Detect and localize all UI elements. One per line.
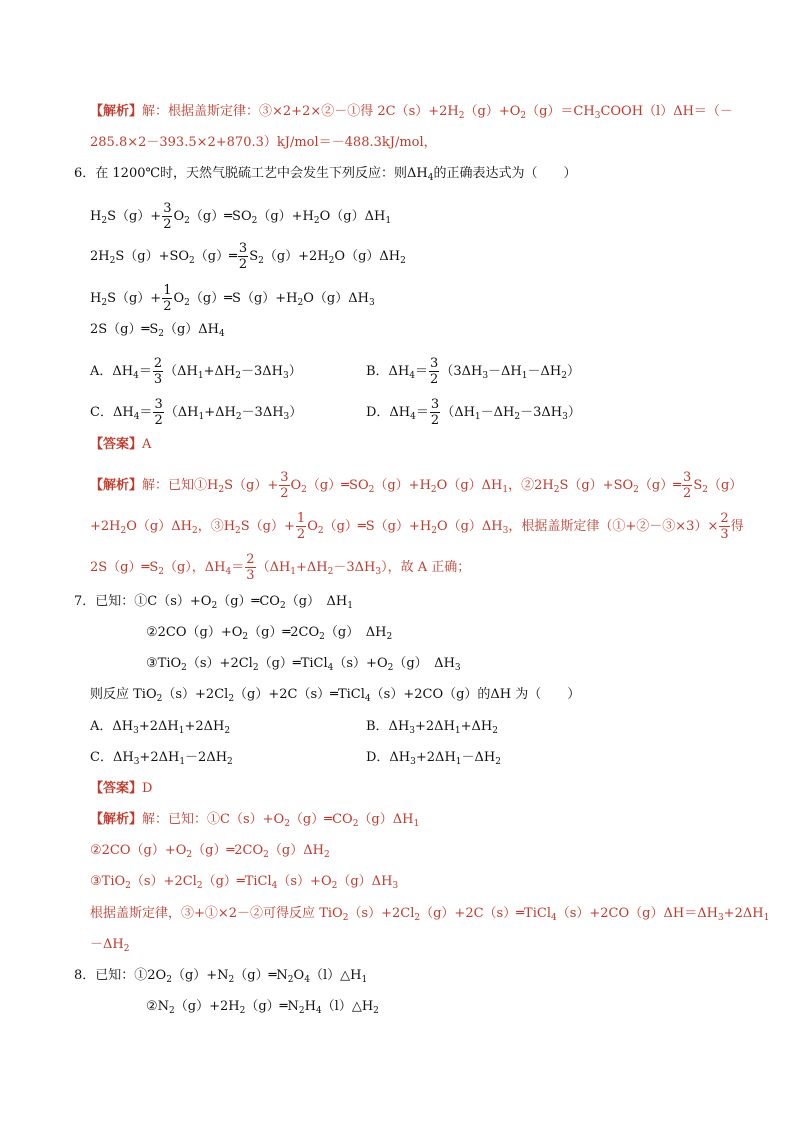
q7-analysis-line3: $③TiO_2(s)+2Cl_2(g)═TiCl_4(s)+O_2(g)\Delta H_3$ (90, 874, 399, 891)
fraction: $\frac{1}{2}$ (163, 283, 172, 314)
q6-analysis-line3: $2S(g)═S_2(g)$，$\Delta H_4=$ $\frac{2}{3}$ $(\Delta H_1+\Delta H_2-3\Delta H_3)$，故 A 正确； (90, 552, 471, 583)
q8-reaction-2: $②N_2(g)+2H_2(g)═N_2H_4(l)\triangle H_2$ (146, 999, 379, 1016)
q7-stem: 7．已知：$①C(s)+O_2(g)═CO_2(g)$ $\Delta H_1$ (74, 594, 353, 611)
q7-answer: 【答案】D (90, 781, 153, 796)
q7-reaction-2: $②2CO(g)+O_2(g)═2CO_2(g)$ $\Delta H_2$ (146, 625, 393, 642)
q7-option-d[interactable]: D．$\Delta H_3+2\Delta H_1-\Delta H_2$ (366, 750, 501, 767)
q6-reaction-4: $2S(g)═S_2(g)\Delta H_4$ (90, 322, 225, 339)
q6-analysis-line2: $+2H_2O(g)\Delta H_2$，$③H_2S(g)+$ $\frac{1}{2}$ $O_2(g)═S(g)+H_2O(g)\Delta H_3$，根据盖斯定律（①+②－③×3）× $\frac{2}{3}$ 得 (90, 511, 744, 542)
q6-option-d[interactable]: D．$\Delta H_4=$ $\frac{3}{2}$ $(\Delta H_1-\Delta H_2-3\Delta H_3)$ (366, 397, 581, 428)
q7-analysis-line2: $②2CO(g)+O_2(g)═2CO_2(g)\Delta H_2$ (90, 843, 330, 860)
q6-analysis-line1: 【解析】解：已知$①H_2S(g)+$ $\frac{3}{2}$ $O_2(g)═SO_2(g)+H_2O(g)\Delta H_1$，$②2H_2S(g)+SO_2(g)═$ $\frac{3}{2}$ $S_2(g)$ (90, 470, 743, 501)
q7-analysis-line4: 根据盖斯定律，③+①×2－②可得反应 $TiO_2(s)+2Cl_2(g)+2C(s)═TiCl_4(s)+2CO(g)\Delta H=\Delta H_3+2\Delta H_1$ (90, 906, 770, 923)
q7-question: 则反应 $TiO_2(s)+2Cl_2(g)+2C(s)═TiCl_4(s)+2CO(g)$的ΔH 为（ ） (90, 687, 581, 704)
q7-reaction-3: $③TiO_2(s)+2Cl_2(g)═TiCl_4(s)+O_2(g)$ $\Delta H_3$ (146, 656, 461, 673)
q6-option-c[interactable]: C．$\Delta H_4=$ $\frac{3}{2}$ $(\Delta H_1+\Delta H_2-3\Delta H_3)$ (90, 397, 303, 428)
q7-option-b[interactable]: B．$\Delta H_3+2\Delta H_1+\Delta H_2$ (366, 719, 498, 736)
fraction: $\frac{3}{2}$ (163, 201, 172, 232)
q6-stem: 6．在 1200℃时，天然气脱硫工艺中会发生下列反应：则$\Delta H_4$的正确表达式为（ ） (74, 166, 577, 183)
q7-analysis-line5: $-\Delta H_2$ (90, 937, 130, 954)
q6-option-a[interactable]: A．$\Delta H_4=$ $\frac{2}{3}$ $(\Delta H_1+\Delta H_2-3\Delta H_3)$ (90, 356, 302, 387)
q6-reaction-2: $2H_2S(g)+SO_2(g)═$ $\frac{3}{2}$ $S_2(g)+2H_2O(g)\Delta H_2$ (90, 241, 406, 272)
fraction: $\frac{3}{2}$ (238, 241, 248, 272)
q6-answer: 【答案】A (90, 437, 152, 452)
q7-option-a[interactable]: A．$\Delta H_3+2\Delta H_1+2\Delta H_2$ (90, 719, 231, 736)
q6-reaction-3: $H_2S(g)+$ $\frac{1}{2}$ $O_2(g)═S(g)+H_2O(g)\Delta H_3$ (90, 283, 375, 314)
q6-reaction-1: $H_2S(g)+$ $\frac{3}{2}$ $O_2(g)═SO_2(g)+H_2O(g)\Delta H_1$ (90, 201, 392, 232)
analysis-label: 【解析】 (90, 104, 143, 119)
q5-analysis-line2: 285.8×2－393.5×2+870.3）kJ/mol＝－488.3kJ/mol， (90, 135, 437, 150)
q6-option-b[interactable]: B．$\Delta H_4=$ $\frac{3}{2}$ $(3\Delta H_3-\Delta H_1-\Delta H_2)$ (366, 356, 580, 387)
q5-analysis-line1: 【解析】解：根据盖斯定律：③×2+2×②－①得 $2C(s)+2H_2(g)+O_2(g)=CH_3COOH(l)\Delta H=(-$ (90, 104, 733, 121)
q7-option-c[interactable]: C．$\Delta H_3+2\Delta H_1-2\Delta H_2$ (90, 750, 233, 767)
q8-stem: 8．已知：$①2O_2(g)+N_2(g)═N_2O_4(l)\triangle H_1$ (74, 968, 368, 985)
q7-analysis-line1: 【解析】解：已知：$①C(s)+O_2(g)═CO_2(g)\Delta H_1$ (90, 812, 420, 829)
